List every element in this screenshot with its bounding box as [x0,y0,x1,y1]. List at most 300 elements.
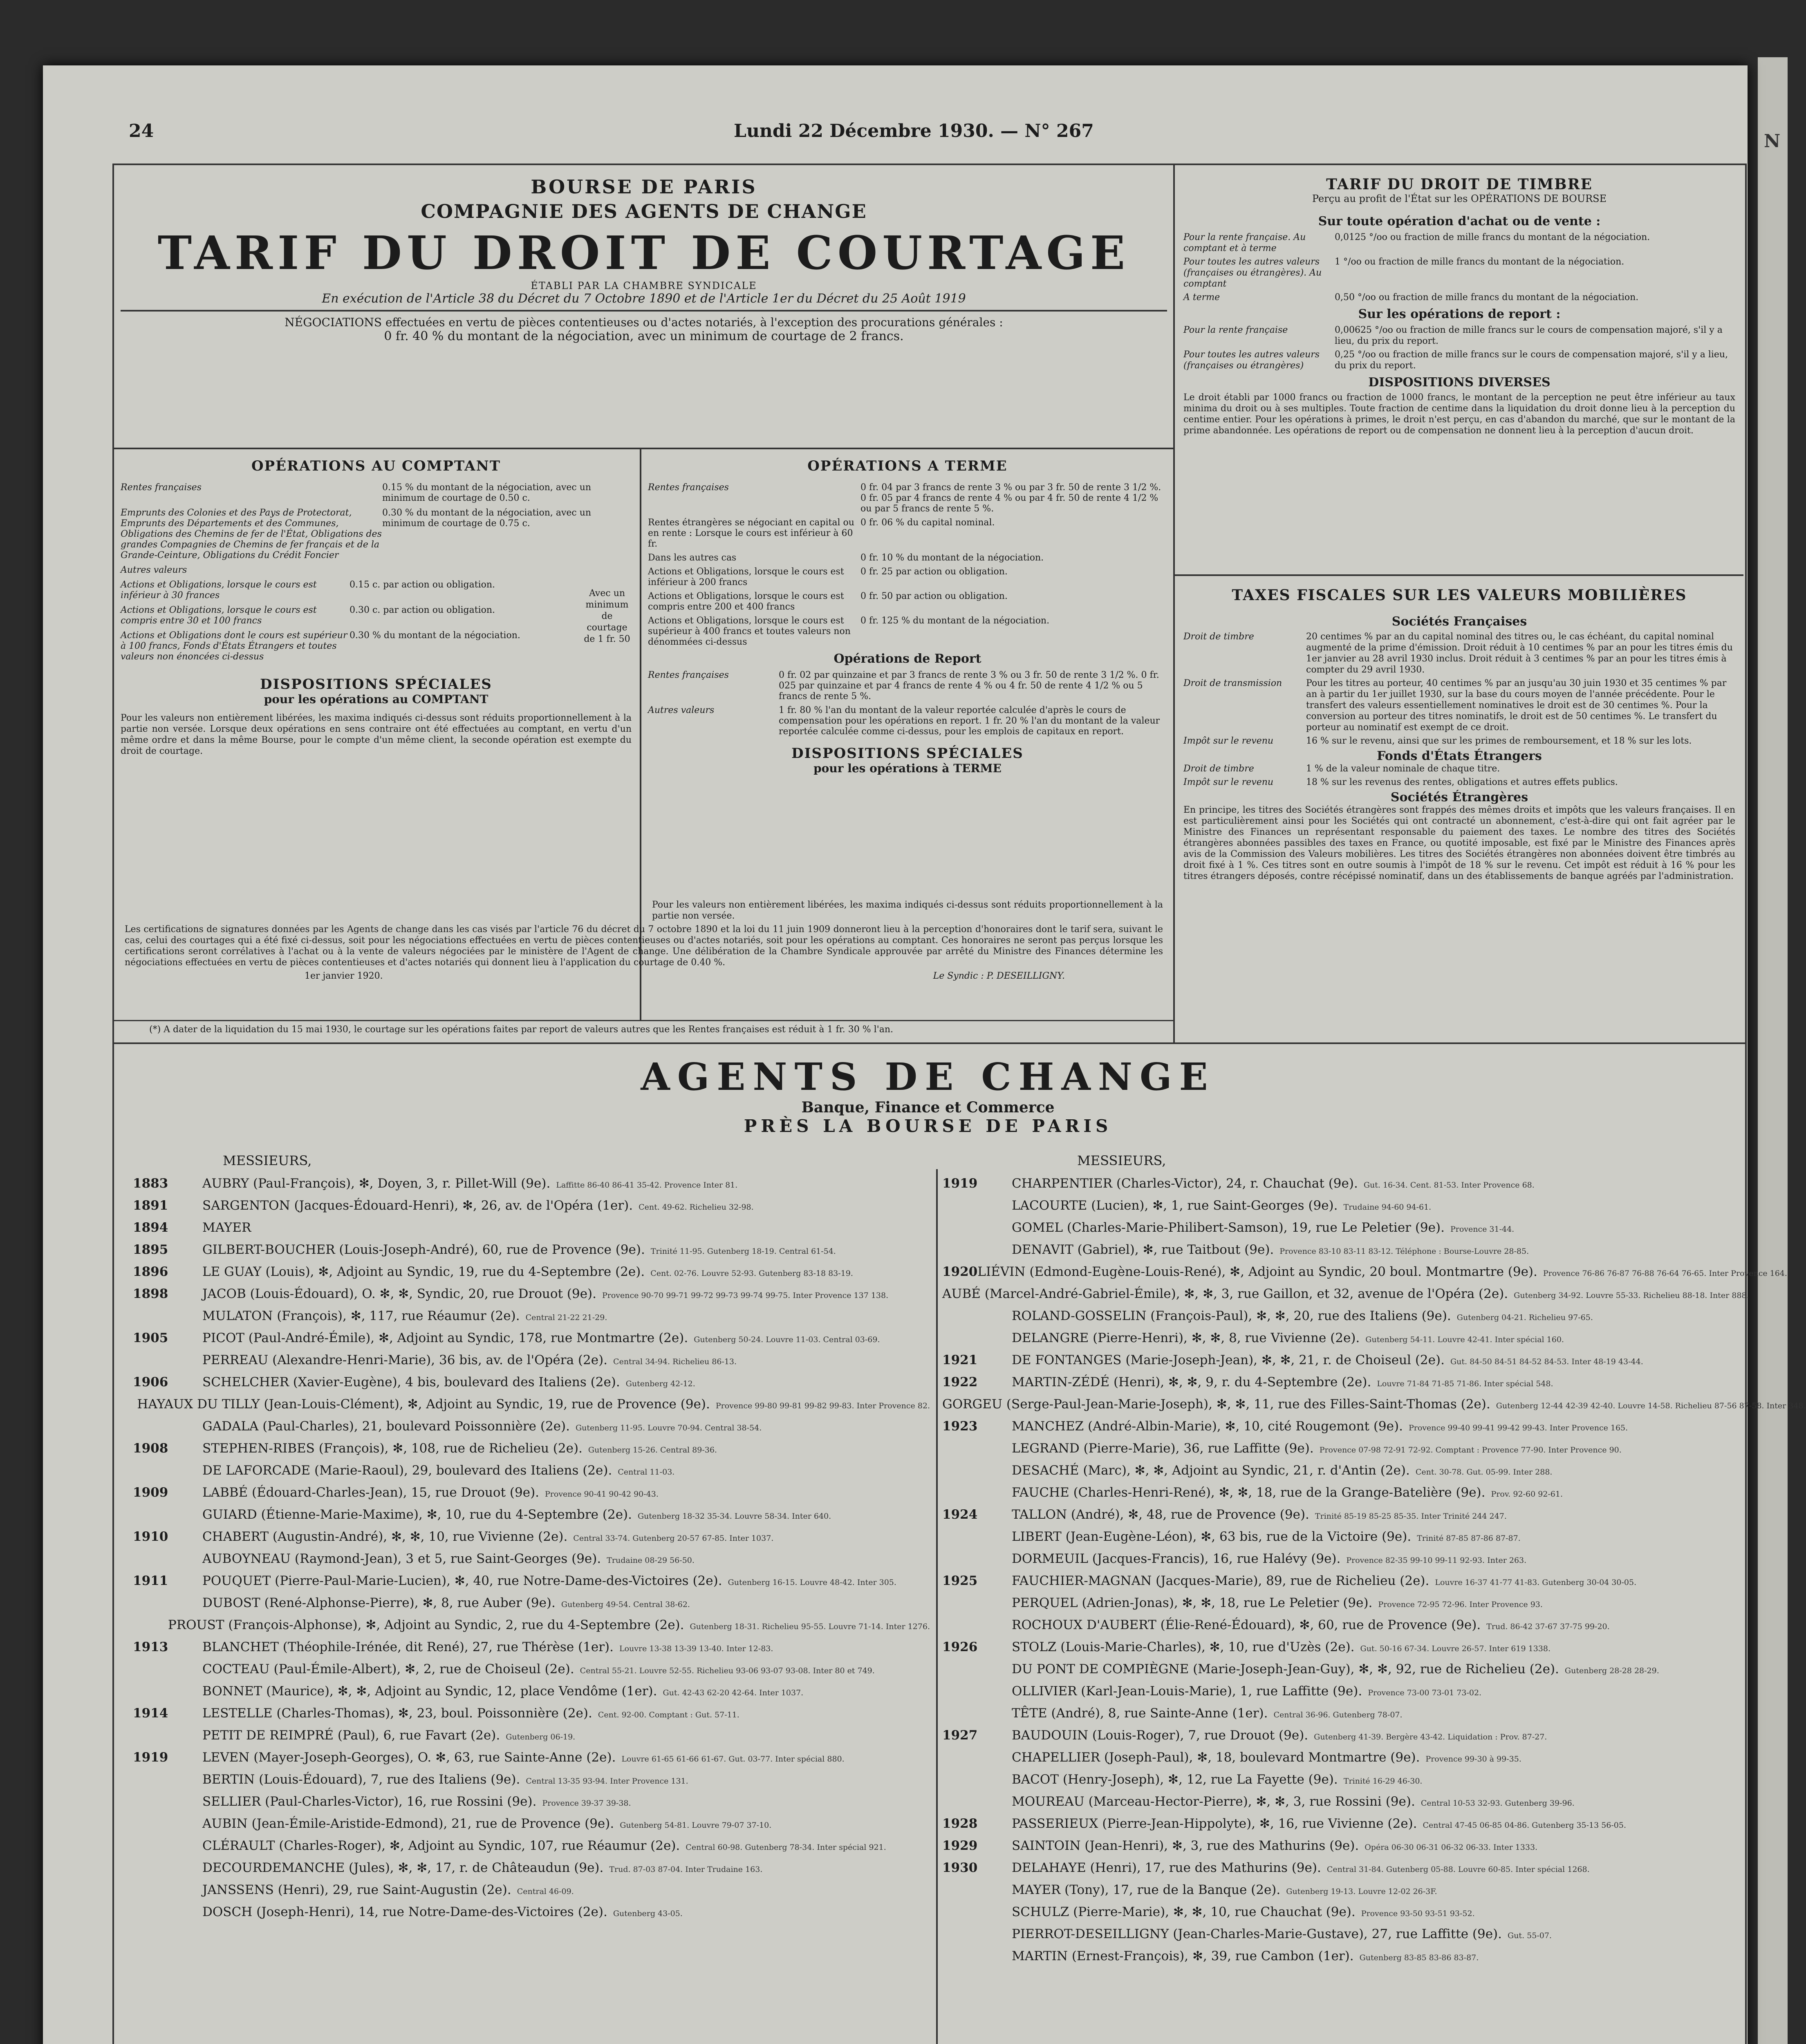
agent-year [942,1460,1012,1482]
agent-name: DE FONTANGES (Marie-Joseph-Jean), ✻, ✻, 21, r. de Choiseul (2e). Gut. 84-50 84-51 84-52 84-53. Inter 48-19 43-44. [1012,1353,1643,1367]
report-row: Rentes françaises 0 fr. 02 par quinzaine et par 3 francs de rente 3 % ou 3 fr. 50 de rente 3 1/2 %. 0 fr. 025 par quinzaine et par 4 francs de rente 4 % ou 4 fr. 50 de rente 4 1/2 % ou 5 francs de rente 5 %. [648,670,1159,702]
agent-year [942,1703,1012,1725]
agent-name: MANCHEZ (André-Albin-Marie), ✻, 10, cité Rougemont (9e). Provence 99-40 99-41 99-42 99-43. Inter Provence 165. [1012,1419,1628,1434]
agent-year [133,1350,202,1372]
tarif-subtitle: ÉTABLI PAR LA CHAMBRE SYNDICALE [531,280,757,291]
timbre-diverses: Le droit établi par 1000 francs ou fraction de 1000 francs, le montant de la perception ne peut être inférieur au taux minima du droit ou à ses multiples. Toute fraction de centime dans la liquidation du droit donne lieu à la perception du centime entier. Pour les opérations à primes, le droit n'est perçu, en cas d'abandon du marché, que sur le montant de la prime abandonnée. Les opérations de report ou de compensation ne donnent lieu à la perception d'aucun droit. [1183,392,1735,436]
agent-name: DELAHAYE (Henri), 17, rue des Mathurins (9e). Central 31-84. Gutenberg 05-88. Louvre 60-85. Inter spécial 1268. [1012,1860,1590,1875]
agent-name: BLANCHET (Théophile-Irénée, dit René), 27, rue Thérèse (1er). Louvre 13-38 13-39 13-40. Inter 12-83. [202,1640,773,1654]
agent-name: DOSCH (Joseph-Henri), 14, rue Notre-Dame-des-Victoires (2e). Gutenberg 43-05. [202,1905,683,1919]
messieurs-left: MESSIEURS, [223,1153,312,1168]
agent-entry [942,1725,1739,1747]
rule [112,448,1173,449]
agent-year: 1913 [133,1640,168,1654]
agent-entry [133,1394,930,1416]
taxes-title: TAXES FISCALES SUR LES VALEURS MOBILIÈRES [1232,587,1687,604]
agent-year: 1926 [942,1640,978,1654]
agent-name: FAUCHIER-MAGNAN (Jacques-Marie), 89, rue de Richelieu (2e). Louvre 16-37 41-77 41-83. Gutenberg 30-04 30-05. [1012,1573,1637,1588]
agent-name: BACOT (Henry-Joseph), ✻, 12, rue La Fayette (9e). Trinité 16-29 46-30. [1012,1772,1423,1787]
agent-phone: Provence 72-95 72-96. Inter Provence 93. [1378,1600,1543,1609]
column-divider [936,1169,938,2044]
agent-year [942,1593,1012,1615]
agent-name: JACOB (Louis-Édouard), O. ✻, ✻, Syndic, 20, rue Drouot (9e). Provence 90-70 99-71 99-72 99-73 99-74 99-75. Inter Provence 137 138. [202,1286,889,1301]
bourse-heading: BOURSE DE PARIS [531,176,757,198]
agent-year [133,1725,202,1747]
agent-year: 1905 [133,1331,168,1345]
agent-name: STOLZ (Louis-Marie-Charles), ✻, 10, rue d'Uzès (2e). Gut. 50-16 67-34. Louvre 26-57. Inter 619 1338. [1012,1640,1551,1654]
agent-name: DU PONT DE COMPIÈGNE (Marie-Joseph-Jean-Guy), ✻, ✻, 92, rue de Richelieu (2e). Gutenberg 28-28 28-29. [1012,1662,1659,1676]
terme-section [648,458,1167,775]
etats-etrangers-title: Fonds d'États Étrangers [1377,749,1542,763]
agent-entry [133,1593,930,1615]
agent-name: GADALA (Paul-Charles), 21, boulevard Poissonnière (2e). Gutenberg 11-95. Louvre 70-94. Central 38-54. [202,1419,762,1434]
timbre-row: Pour la rente française 0,00625 °/oo ou fraction de mille francs sur le cours de compensation majoré, s'il y a lieu, du prix du report. [1183,325,1723,346]
column-divider [1173,164,1175,1042]
agent-year: 1911 [133,1573,168,1588]
agent-phone: Cent. 30-78. Gut. 05-99. Inter 288. [1415,1468,1553,1477]
agent-entry [133,1262,930,1284]
agent-phone: Gut. 42-43 62-20 42-64. Inter 1037. [663,1688,804,1697]
agent-year [133,1394,137,1416]
terme-dispositions-subtitle: pour les opérations à TERME [813,762,1002,775]
agent-entry [133,1681,930,1703]
agent-phone: Trinité 87-85 87-86 87-87. [1417,1534,1521,1543]
agent-year: 1898 [133,1286,168,1301]
agent-entry [942,1880,1739,1902]
agent-phone: Gutenberg 15-26. Central 89-36. [588,1446,717,1455]
compagnie-heading: COMPAGNIE DES AGENTS DE CHANGE [421,200,867,222]
agent-name: DE LAFORCADE (Marie-Raoul), 29, boulevard des Italiens (2e). Central 11-03. [202,1463,675,1478]
terme-row: Actions et Obligations, lorsque le cours est supérieur à 400 francs et toutes valeurs non dénommées ci-dessus 0 fr. 125 % du montant de la négociation. [648,616,1050,647]
agent-entry [942,1504,1739,1526]
agent-phone: Gutenberg 11-95. Louvre 70-94. Central 38-54. [575,1423,762,1432]
agent-name: LEGRAND (Pierre-Marie), 36, rue Laffitte (9e). Provence 07-98 72-91 72-92. Comptant : Provence 77-90. Inter Provence 90. [1012,1441,1622,1456]
agent-phone: Gutenberg 12-44 42-39 42-40. Louvre 14-58. Richelieu 87-56 87-58. Inter 348. [1496,1401,1806,1410]
agent-entry [942,1637,1739,1659]
agent-year [133,1791,202,1813]
agent-entry [942,1438,1739,1460]
agent-entry [942,1659,1739,1681]
agent-name: SCHELCHER (Xavier-Eugène), 4 bis, boulevard des Italiens (2e). Gutenberg 42-12. [202,1375,695,1390]
rule [121,310,1167,312]
agent-name: PIERROT-DESEILLIGNY (Jean-Charles-Marie-Gustave), 27, rue Laffitte (9e). Gut. 55-07. [1012,1927,1552,1941]
agent-name: ROCHOUX D'AUBERT (Élie-René-Édouard), ✻, 60, rue de Provence (9e). Trud. 86-42 37-67 37-75 99-20. [1012,1618,1610,1632]
negociations-line: NÉGOCIATIONS effectuées en vertu de pièces contentieuses ou d'actes notariés, à l'exception des procurations générales : [285,316,1003,329]
agent-entry [942,1924,1739,1946]
agent-year [133,1836,202,1858]
comptant-title: OPÉRATIONS AU COMPTANT [251,458,501,474]
agent-phone: Provence 83-10 83-11 83-12. Téléphone : Bourse-Louvre 28-85. [1279,1247,1529,1256]
agent-phone: Gutenberg 04-21. Richelieu 97-65. [1456,1313,1593,1322]
agent-name: LE GUAY (Louis), ✻, Adjoint au Syndic, 19, rue du 4-Septembre (2e). Cent. 02-76. Louvre 52-93. Gutenberg 83-18 83-19. [202,1264,853,1279]
agent-year: 1910 [133,1529,168,1544]
agent-entry [133,1858,930,1880]
agent-phone: Central 55-21. Louvre 52-55. Richelieu 93-06 93-07 93-08. Inter 80 et 749. [580,1666,875,1675]
timbre-row: Pour la rente française. Au comptant et à terme 0,0125 °/oo ou fraction de mille francs du montant de la négociation. [1183,232,1650,253]
taxes-section [1183,587,1735,882]
agent-name: CLÉRAULT (Charles-Roger), ✻, Adjoint au Syndic, 107, rue Réaumur (2e). Central 60-98. Gutenberg 78-34. Inter spécial 921. [202,1838,886,1853]
terme-row: Rentes étrangères se négociant en capital ou en rente : Lorsque le cours est inférieur à 60 fr. 0 fr. 06 % du capital nominal. [648,518,995,549]
taxes-row: Droit de timbre 1 % de la valeur nominale de chaque titre. [1183,764,1500,774]
agent-phone: Provence 76-86 76-87 76-88 76-64 76-65. Inter Provence 164. [1543,1269,1787,1278]
agent-name: GOMEL (Charles-Marie-Philibert-Samson), 19, rue Le Peletier (9e). Provence 31-44. [1012,1220,1515,1235]
agent-year [942,1902,1012,1924]
agent-year: 1923 [942,1419,978,1434]
agent-year [942,1946,1012,1968]
agent-phone: Gutenberg 54-81. Louvre 79-07 37-10. [620,1821,772,1830]
page-number: 24 [129,121,154,141]
agent-phone: Cent. 49-62. Richelieu 32-98. [639,1203,754,1212]
timbre-h1: Sur toute opération d'achat ou de vente : [1318,214,1601,229]
newspaper-page [43,65,1806,2044]
timbre-row: A terme 0,50 °/oo ou fraction de mille francs du montant de la négociation. [1183,292,1639,303]
agent-phone: Gut. 16-34. Cent. 81-53. Inter Provence 68. [1363,1181,1535,1190]
agent-entry [942,1262,1787,1284]
agent-name: LACOURTE (Lucien), ✻, 1, rue Saint-Georges (9e). Trudaine 94-60 94-61. [1012,1198,1432,1213]
agent-entry [942,1791,1739,1813]
agent-name: DECOURDEMANCHE (Jules), ✻, ✻, 17, r. de Châteaudun (9e). Trud. 87-03 87-04. Inter Trudaine 163. [202,1860,763,1875]
agent-name: MAYER [202,1220,251,1235]
issue-date: Lundi 22 Décembre 1930. — N° 267 [734,121,1094,141]
terme-row: Rentes françaises 0 fr. 04 par 3 francs de rente 3 % ou par 3 fr. 50 de rente 3 1/2 %. 0 fr. 05 par 4 francs de rente 4 % ou par 4 fr. 50 de rente 4 1/2 % ou par 5 francs de rente 5 %. [648,482,1161,514]
agent-year [942,1549,1012,1571]
agent-entry [942,1747,1739,1769]
agent-year [942,1681,1012,1703]
agent-year [133,1813,202,1836]
timbre-section [1183,176,1735,436]
agent-year: 1929 [942,1838,978,1853]
agent-year [942,1482,1012,1504]
agent-phone: Gutenberg 43-05. [613,1909,683,1918]
agent-entry [133,1637,930,1659]
agent-year [942,1328,1012,1350]
agent-phone: Gutenberg 28-28 28-29. [1564,1666,1659,1675]
agent-phone: Cent. 02-76. Louvre 52-93. Gutenberg 83-18 83-19. [650,1269,853,1278]
comptant-section [121,458,632,757]
agent-phone: Central 11-03. [618,1468,675,1477]
timbre-row: Pour toutes les autres valeurs (françaises ou étrangères). Au comptant 1 °/oo ou fraction de mille francs du montant de la négociation. [1183,257,1625,289]
agent-entry [133,1460,930,1482]
agent-entry [942,1239,1739,1262]
agent-name: DELANGRE (Pierre-Henri), ✻, ✻, 8, rue Vivienne (2e). Gutenberg 54-11. Louvre 42-41. Inter spécial 160. [1012,1331,1564,1345]
agent-entry [133,1173,930,1195]
comptant-row: Emprunts des Colonies et des Pays de Protectorat, Emprunts des Départements et des Communes, Obligations des Chemins de fer de l'État, Obligations des grandes Compagnies de Chemins de fer français et de la Grande-Ceinture, Obligations du Crédit Foncier 0.30 % du montant de la négociation, avec un minimum de courtage de 0.75 c. [121,508,592,560]
agent-entry [133,1217,930,1239]
taxes-row: Droit de timbre 20 centimes % par an du capital nominal des titres ou, le cas échéant, du capital nominal augmenté de la prime d'émission. Droit réduit à 10 centimes % par an pour les titres émis du 1er janvier au 28 avril 1930 inclus. Droit réduit à 3 centimes % par an pour les titres émis à compter du 29 avril 1930. [1183,632,1733,675]
agent-year: 1894 [133,1220,168,1235]
report-title: Opérations de Report [834,652,981,666]
agent-name: HAYAUX DU TILLY (Jean-Louis-Clément), ✻, Adjoint au Syndic, 19, rue de Provence (9e). Provence 99-80 99-81 99-82 99-83. Inter Provence 82. [137,1397,930,1412]
agent-phone: Trudaine 08-29 56-50. [607,1556,695,1565]
agent-year [942,1615,1012,1637]
agent-entry [942,1195,1739,1217]
agent-year: 1891 [133,1198,168,1213]
syndic-signature: Le Syndic : P. DESEILLIGNY. [933,971,1065,981]
agent-name: MAYER (Tony), 17, rue de la Banque (2e). Gutenberg 19-13. Louvre 12-02 26-3F. [1012,1883,1437,1897]
agent-name: SELLIER (Paul-Charles-Victor), 16, rue Rossini (9e). Provence 39-37 39-38. [202,1794,631,1809]
agent-phone: Gutenberg 49-54. Central 38-62. [561,1600,690,1609]
agent-entry [942,1902,1739,1924]
agent-entry [133,1284,930,1306]
agent-entry [942,1836,1739,1858]
agents-subtitle: Banque, Finance et Commerce [801,1099,1055,1116]
agent-entry [133,1571,930,1593]
agent-phone: Gut. 55-07. [1508,1931,1552,1940]
agent-phone: Central 34-94. Richelieu 86-13. [613,1357,737,1366]
agent-phone: Trinité 85-19 85-25 85-35. Inter Trinité 244 247. [1315,1512,1507,1521]
agent-phone: Trinité 11-95. Gutenberg 18-19. Central 61-54. [650,1247,836,1256]
agent-phone: Gutenberg 50-24. Louvre 11-03. Central 03-69. [694,1335,880,1344]
tarif-block [121,176,1167,343]
agent-phone: Gutenberg 18-32 35-34. Louvre 58-34. Inter 640. [638,1512,831,1521]
comptant-row: Actions et Obligations, lorsque le cours est inférieur à 30 frances 0.15 c. par action ou obligation. [121,580,495,601]
agent-entry [133,1239,930,1262]
agent-entry [942,1813,1739,1836]
agent-phone: Provence 31-44. [1450,1225,1515,1234]
societes-francaises-title: Sociétés Françaises [1391,614,1527,629]
agent-year [133,1593,202,1615]
agent-phone: Trinité 16-29 46-30. [1343,1777,1423,1786]
agent-year [942,1769,1012,1791]
negociations-rate: 0 fr. 40 % du montant de la négociation, avec un minimum de courtage de 2 francs. [384,329,904,343]
agent-phone: Gutenberg 06-19. [506,1732,576,1741]
agent-entry [942,1946,1739,1968]
agent-year [942,1880,1012,1902]
agent-phone: Central 13-35 93-94. Inter Provence 131. [526,1777,688,1786]
agent-phone: Provence 93-50 93-51 93-52. [1361,1909,1475,1918]
agent-entry [942,1615,1739,1637]
agent-phone: Provence 99-30 à 99-35. [1425,1755,1521,1764]
agent-phone: Laffitte 86-40 86-41 35-42. Provence Inter 81. [556,1181,738,1190]
agent-entry [942,1703,1739,1725]
agent-entry [133,1836,930,1858]
rule [112,1020,1173,1021]
agent-year [133,1460,202,1482]
agent-year: 1895 [133,1242,168,1257]
agent-phone: Trud. 86-42 37-67 37-75 99-20. [1486,1622,1610,1631]
agent-entry [942,1394,1806,1416]
agent-entry [133,1482,930,1504]
agent-name: SCHULZ (Pierre-Marie), ✻, ✻, 10, rue Chauchat (9e). Provence 93-50 93-51 93-52. [1012,1905,1475,1919]
agent-entry [133,1549,930,1571]
agent-name: MOUREAU (Marceau-Hector-Pierre), ✻, ✻, 3, rue Rossini (9e). Central 10-53 32-93. Gutenberg 39-96. [1012,1794,1575,1809]
timbre-subtitle: Perçu au profit de l'État sur les OPÉRATIONS DE BOURSE [1312,193,1607,204]
agent-name: POUQUET (Pierre-Paul-Marie-Lucien), ✻, 40, rue Notre-Dame-des-Victoires (2e). Gutenberg 16-15. Louvre 48-42. Inter 305. [202,1573,896,1588]
agent-phone: Central 60-98. Gutenberg 78-34. Inter spécial 921. [686,1843,886,1852]
agent-phone: Louvre 13-38 13-39 13-40. Inter 12-83. [619,1644,773,1653]
agent-name: PICOT (Paul-André-Émile), ✻, Adjoint au Syndic, 178, rue Montmartre (2e). Gutenberg 50-24. Louvre 11-03. Central 03-69. [202,1331,880,1345]
agent-phone: Gutenberg 83-85 83-86 83-87. [1359,1953,1479,1962]
agent-name: AUBÉ (Marcel-André-Gabriel-Émile), ✻, ✻, 3, rue Gaillon, et 32, avenue de l'Opéra (2e). Gutenberg 34-92. Louvre 55-33. Richelieu 88-18. Inter 888. [942,1286,1749,1301]
agent-name: LEVEN (Mayer-Joseph-Georges), O. ✻, 63, rue Sainte-Anne (2e). Louvre 61-65 61-66 61-67. Gut. 03-77. Inter spécial 880. [202,1750,845,1765]
agent-entry [942,1593,1739,1615]
agent-entry [942,1173,1739,1195]
agent-phone: Gutenberg 42-12. [625,1379,695,1388]
agent-year: 1928 [942,1816,978,1831]
agent-name: PETIT DE REIMPRÉ (Paul), 6, rue Favart (2e). Gutenberg 06-19. [202,1728,576,1743]
agents-right-list [942,1173,1806,1968]
agent-name: LABBÉ (Édouard-Charles-Jean), 15, rue Drouot (9e). Provence 90-41 90-42 90-43. [202,1485,659,1500]
agent-phone: Central 10-53 32-93. Gutenberg 39-96. [1421,1799,1575,1808]
agent-name: DENAVIT (Gabriel), ✻, rue Taitbout (9e). Provence 83-10 83-11 83-12. Téléphone : Bourse-Louvre 28-85. [1012,1242,1529,1257]
agent-entry [133,1703,930,1725]
agent-phone: Central 21-22 21-29. [525,1313,607,1322]
agent-phone: Opéra 06-30 06-31 06-32 06-33. Inter 1333. [1365,1843,1538,1852]
agent-entry [942,1350,1739,1372]
agent-phone: Gutenberg 34-92. Louvre 55-33. Richelieu 88-18. Inter 888. [1514,1291,1749,1300]
agent-entry [133,1791,930,1813]
agent-entry [133,1725,930,1747]
agents-header [112,1055,1743,1136]
agent-phone: Cent. 92-00. Comptant : Gut. 57-11. [598,1710,739,1719]
agent-name: LESTELLE (Charles-Thomas), ✻, 23, boul. Poissonnière (2e). Cent. 92-00. Comptant : Gut. 57-11. [202,1706,739,1721]
agent-year [133,1549,202,1571]
societes-etrangeres-text: En principe, les titres des Sociétés étrangères sont frappés des mêmes droits et impôts que les valeurs françaises. Il en est particulièrement ainsi pour les Sociétés qui ont contracté un abonnement, c'est-à-dire qui ont fait agréer par le Ministre des Finances un représentant responsable du paiement des taxes. Le nombre des titres des Sociétés étrangères abonnées passibles des taxes en France, ou quotité imposable, est fixé par le Ministre des Finances après avis de la Commission des Valeurs mobilières. Les titres des Sociétés étrangères non abonnées doivent être timbrés au droit fixé à 1 %. Ces titres sont en outre soumis à l'impôt de 18 % sur le revenu. Cet impôt est réduit à 16 % pour les titres étrangers déposés, contre récépissé nominatif, dans un des établissements de banque agréés par l'administration. [1183,805,1735,881]
taxes-row: Impôt sur le revenu 16 % sur le revenu, ainsi que sur les primes de remboursement, et 18 % sur les lots. [1183,736,1692,746]
agent-entry [133,1813,930,1836]
tarif-decree: En exécution de l'Article 38 du Décret du 7 Octobre 1890 et de l'Article 1er du Décret du 25 Août 1919 [322,291,966,306]
agent-name: CHAPELLIER (Joseph-Paul), ✻, 18, boulevard Montmartre (9e). Provence 99-30 à 99-35. [1012,1750,1521,1765]
agent-phone: Prov. 92-60 92-61. [1491,1490,1563,1499]
agent-name: ROLAND-GOSSELIN (François-Paul), ✻, ✻, 20, rue des Italiens (9e). Gutenberg 04-21. Richelieu 97-65. [1012,1309,1593,1323]
agent-name: BONNET (Maurice), ✻, ✻, Adjoint au Syndic, 12, place Vendôme (1er). Gut. 42-43 62-20 42-64. Inter 1037. [202,1684,804,1699]
agent-year: 1922 [942,1375,978,1390]
agent-entry [942,1769,1739,1791]
agent-name: BERTIN (Louis-Édouard), 7, rue des Italiens (9e). Central 13-35 93-94. Inter Provence 131. [202,1772,688,1787]
agent-phone: Gutenberg 19-13. Louvre 12-02 26-3F. [1286,1887,1437,1896]
agent-entry [942,1306,1739,1328]
comptant-row: Actions et Obligations, lorsque le cours est compris entre 30 et 100 francs 0.30 c. par action ou obligation. [121,605,495,626]
agent-phone: Gutenberg 54-11. Louvre 42-41. Inter spécial 160. [1365,1335,1564,1344]
timbre-h2: Sur les opérations de report : [1358,307,1561,321]
agent-name: CHABERT (Augustin-André), ✻, ✻, 10, rue Vivienne (2e). Central 33-74. Gutenberg 20-57 67-85. Inter 1037. [202,1529,774,1544]
agent-year [942,1924,1012,1946]
agent-name: AUBIN (Jean-Émile-Aristide-Edmond), 21, rue de Provence (9e). Gutenberg 54-81. Louvre 79-07 37-10. [202,1816,772,1831]
messieurs-right: MESSIEURS, [1077,1153,1166,1168]
footnote: (*) A dater de la liquidation du 15 mai 1930, le courtage sur les opérations faites par report de valeurs autres que les Rentes françaises est réduit à 1 fr. 30 % l'an. [149,1024,893,1035]
agent-entry [942,1526,1739,1549]
agent-entry [133,1372,930,1394]
agent-year: 1914 [133,1706,168,1721]
comptant-dispositions-title: DISPOSITIONS SPÉCIALES [260,676,492,693]
agent-name: PERREAU (Alexandre-Henri-Marie), 36 bis, av. de l'Opéra (2e). Central 34-94. Richelieu 86-13. [202,1353,737,1367]
agent-phone: Provence 39-37 39-38. [542,1799,631,1808]
timbre-row: Pour toutes les autres valeurs (françaises ou étrangères) 0,25 °/oo ou fraction de mille francs sur le cours de compensation majoré, s'il y a lieu, du prix du report. [1183,350,1728,371]
agent-phone: Central 46-09. [517,1887,574,1896]
agent-entry [133,1438,930,1460]
comptant-dispositions-subtitle: pour les opérations au COMPTANT [264,693,488,706]
agent-phone: Central 31-84. Gutenberg 05-88. Louvre 60-85. Inter spécial 1268. [1326,1865,1590,1874]
agent-year [133,1615,168,1637]
agent-year [133,1504,202,1526]
section-divider [112,1042,1745,1044]
comptant-row: Actions et Obligations dont le cours est supérieur à 100 francs, Fonds d'États Étrangers et toutes valeurs non énoncées ci-dessus 0.30 % du montant de la négociation. [121,630,520,662]
agent-entry [133,1747,930,1769]
terme-row: Actions et Obligations, lorsque le cours est compris entre 200 et 400 francs 0 fr. 50 par action ou obligation. [648,591,1008,612]
agent-entry [133,1504,930,1526]
agent-phone: Provence 90-41 90-42 90-43. [545,1490,659,1499]
certification-text: Les certifications de signatures données par les Agents de change dans les cas visés par l'article 76 du décret du 7 octobre 1890 et la loi du 11 juin 1909 donneront lieu à la perception d'honoraires dont le tarif sera, suivant le cas, celui des courtages qui a été fixé ci-dessus, soit pour les négociations effectuées en vertu de pièces contentieuses ou d'actes notariés, soit pour les opérations au comptant. Ces honoraires ne seront pas perçus lorsque les certifications seront corrélatives à l'achat ou à la vente de valeurs négociées par le ministère de l'Agent de change. Une délibération de la Chambre Syndicale approuvée par arrêté du Ministre des Finances détermine les négociations effectuées en vertu de pièces contentieuses et d'actes notariés qui donnent lieu à l'application du courtage de 0.40 %. [125,924,1163,968]
agent-year: 1908 [133,1441,168,1456]
agent-phone: Provence 07-98 72-91 72-92. Comptant : Provence 77-90. Inter Provence 90. [1319,1446,1622,1455]
agent-year [942,1195,1012,1217]
agent-entry [942,1681,1739,1703]
agent-year [133,1902,202,1924]
rule [1175,574,1743,576]
agent-entry [942,1416,1739,1438]
agent-year: 1906 [133,1375,168,1390]
agent-entry [942,1460,1739,1482]
agent-name: GORGEU (Serge-Paul-Jean-Marie-Joseph), ✻, ✻, 11, rue des Filles-Saint-Thomas (2e). Gutenberg 12-44 42-39 42-40. Louvre 14-58. Richelieu 87-56 87-58. Inter 348. [942,1397,1806,1412]
agent-name: DUBOST (René-Alphonse-Pierre), ✻, 8, rue Auber (9e). Gutenberg 49-54. Central 38-62. [202,1596,690,1610]
agent-year [942,1306,1012,1328]
agent-year [942,1791,1012,1813]
agent-name: MARTIN-ZÉDÉ (Henri), ✻, ✻, 9, r. du 4-Septembre (2e). Louvre 71-84 71-85 71-86. Inter spécial 548. [1012,1375,1553,1390]
agent-name: AUBRY (Paul-François), ✻, Doyen, 3, r. Pillet-Will (9e). Laffitte 86-40 86-41 35-42. Provence Inter 81. [202,1176,738,1191]
agent-entry [133,1659,930,1681]
agent-name: SAINTOIN (Jean-Henri), ✻, 3, rue des Mathurins (9e). Opéra 06-30 06-31 06-32 06-33. Inter 1333. [1012,1838,1538,1853]
agent-name: PASSERIEUX (Pierre-Jean-Hippolyte), ✻, 16, rue Vivienne (2e). Central 47-45 06-85 04-86. Gutenberg 35-13 56-05. [1012,1816,1627,1831]
agent-name: JANSSENS (Henri), 29, rue Saint-Augustin (2e). Central 46-09. [202,1883,574,1897]
agent-entry [942,1482,1739,1504]
agent-phone: Louvre 16-37 41-77 41-83. Gutenberg 30-04 30-05. [1435,1578,1637,1587]
agent-name: FAUCHE (Charles-Henri-René), ✻, ✻, 18, rue de la Grange-Batelière (9e). Prov. 92-60 92-61. [1012,1485,1563,1500]
agent-entry [942,1858,1739,1880]
agent-name: GILBERT-BOUCHER (Louis-Joseph-André), 60, rue de Provence (9e). Trinité 11-95. Gutenberg 18-19. Central 61-54. [202,1242,836,1257]
agents-left-list [133,1173,930,1924]
agent-name: AUBOYNEAU (Raymond-Jean), 3 et 5, rue Saint-Georges (9e). Trudaine 08-29 56-50. [202,1551,695,1566]
agent-year: 1925 [942,1573,978,1588]
agent-name: COCTEAU (Paul-Émile-Albert), ✻, 2, rue de Choiseul (2e). Central 55-21. Louvre 52-55. Richelieu 93-06 93-07 93-08. Inter 80 et 749. [202,1662,875,1676]
report-row: Autres valeurs 1 fr. 80 % l'an du montant de la valeur reportée calculée d'après le cours de compensation pour les opérations en report. 1 fr. 20 % l'an du montant de la valeur reportée calculée comme ci-dessus, pour les emplois de capitaux en report. [648,705,1160,737]
agent-entry [942,1328,1739,1350]
agent-phone: Gutenberg 16-15. Louvre 48-42. Inter 305. [728,1578,896,1587]
agent-phone: Gut. 84-50 84-51 84-52 84-53. Inter 48-19 43-44. [1450,1357,1643,1366]
agent-entry [133,1526,930,1549]
agent-entry [942,1372,1739,1394]
agent-year [133,1306,202,1328]
agent-year: 1930 [942,1860,978,1875]
agent-year: 1883 [133,1176,168,1191]
agent-year: 1919 [133,1750,168,1765]
agent-year: 1924 [942,1507,978,1522]
agent-entry [133,1195,930,1217]
agent-year [133,1659,202,1681]
agent-name: PROUST (François-Alphonse), ✻, Adjoint au Syndic, 2, rue du 4-Septembre (2e). Gutenberg 18-31. Richelieu 95-55. Louvre 71-14. Inter 1276. [168,1618,930,1632]
agent-entry [942,1284,1749,1306]
fees-section [125,899,1163,982]
agent-phone: Provence 82-35 99-10 99-11 92-93. Inter 263. [1346,1556,1527,1565]
timbre-h3: DISPOSITIONS DIVERSES [1368,375,1551,390]
terme-dispositions-title: DISPOSITIONS SPÉCIALES [791,745,1024,762]
terme-row: Actions et Obligations, lorsque le cours est inférieur à 200 francs 0 fr. 25 par action ou obligation. [648,567,1008,587]
agent-name: CHARPENTIER (Charles-Victor), 24, r. Chauchat (9e). Gut. 16-34. Cent. 81-53. Inter Provence 68. [1012,1176,1535,1191]
agent-entry [133,1769,930,1791]
agent-year [942,1239,1012,1262]
agent-year: 1921 [942,1353,978,1367]
agent-name: MULATON (François), ✻, 117, rue Réaumur (2e). Central 21-22 21-29. [202,1309,607,1323]
agent-entry [133,1306,930,1328]
minimum-note: Avec un minimum de courtage de 1 fr. 50 [584,588,630,644]
tarif-title: TARIF DU DROIT DE COURTAGE [157,226,1130,280]
agent-entry [133,1328,930,1350]
agent-year [133,1416,202,1438]
agent-entry [942,1549,1739,1571]
agents-location: PRÈS LA BOURSE DE PARIS [744,1116,1112,1136]
agent-phone: Louvre 71-84 71-85 71-86. Inter spécial 548. [1377,1379,1553,1388]
agent-phone: Provence 90-70 99-71 99-72 99-73 99-74 99-75. Inter Provence 137 138. [602,1291,889,1300]
agent-name: STEPHEN-RIBES (François), ✻, 108, rue de Richelieu (2e). Gutenberg 15-26. Central 89-36. [202,1441,717,1456]
